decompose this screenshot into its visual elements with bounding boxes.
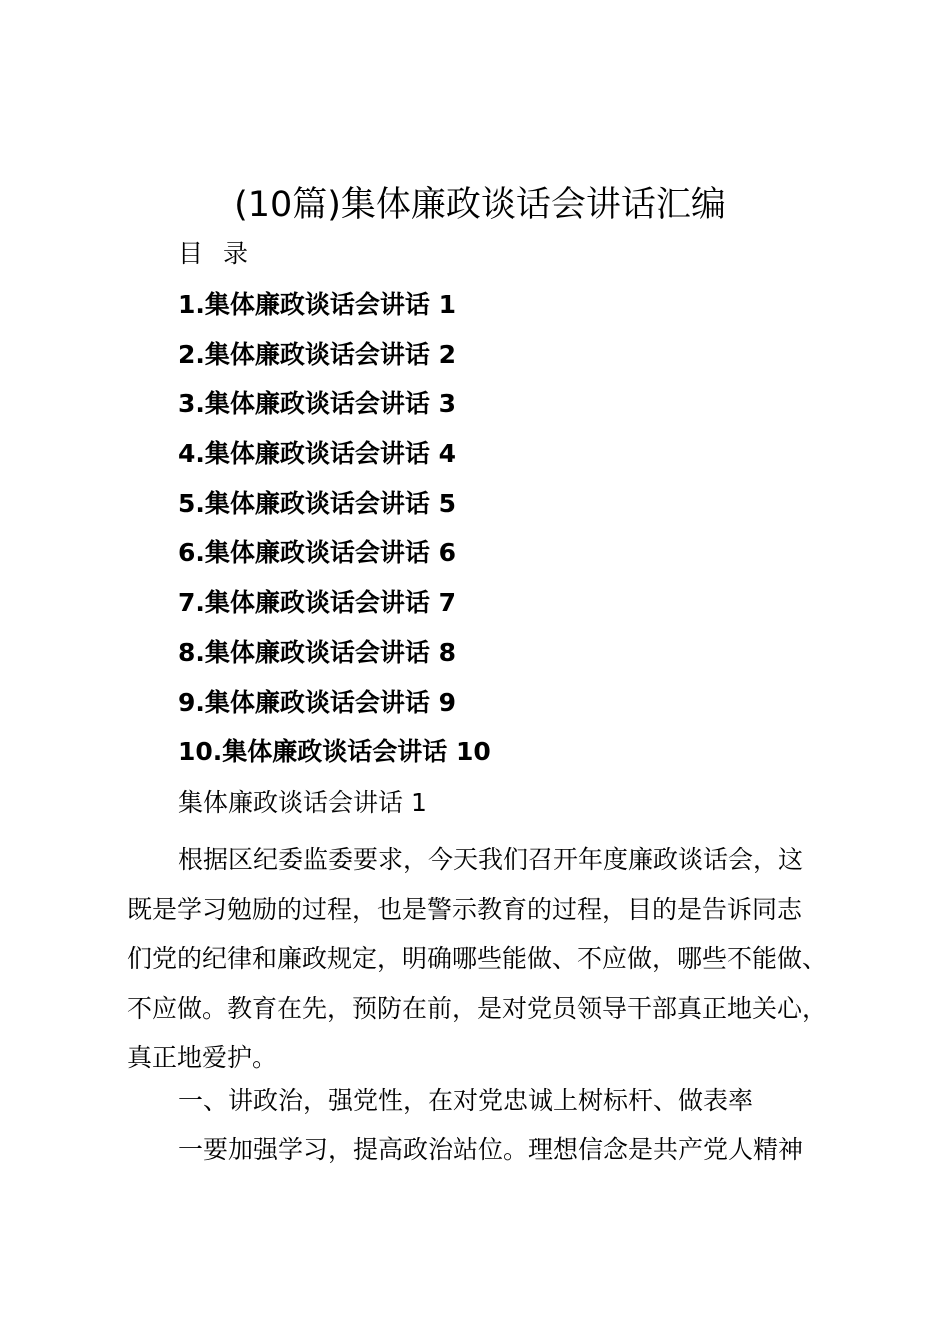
toc-item-5[interactable]: 5.集体廉政谈话会讲话 5 bbox=[178, 488, 456, 518]
paragraph-line: 们党的纪律和廉政规定，明确哪些能做、不应做，哪些不能做、 bbox=[127, 944, 828, 973]
paragraph-line: 真正地爱护。 bbox=[127, 1043, 278, 1072]
point-heading: 一、讲政治，强党性，在对党忠诚上树标杆、做表率 bbox=[178, 1086, 754, 1115]
toc-item-7[interactable]: 7.集体廉政谈话会讲话 7 bbox=[178, 588, 456, 618]
paragraph-line: 不应做。教育在先，预防在前，是对党员领导干部真正地关心， bbox=[127, 993, 828, 1023]
toc-item-10[interactable]: 10.集体廉政谈话会讲话 10 bbox=[178, 737, 491, 767]
point-text: 一要加强学习，提高政治站位。理想信念是共产党人精神 bbox=[178, 1135, 804, 1164]
table-of-contents bbox=[178, 288, 491, 785]
toc-item-4[interactable]: 4.集体廉政谈话会讲话 4 bbox=[178, 439, 456, 469]
toc-item-1[interactable]: 1.集体廉政谈话会讲话 1 bbox=[178, 290, 456, 319]
toc-item-8[interactable]: 8.集体廉政谈话会讲话 8 bbox=[178, 637, 456, 667]
section-heading: 集体廉政谈话会讲话 1 bbox=[178, 788, 427, 817]
body-paragraph bbox=[127, 835, 867, 1083]
toc-item-9[interactable]: 9.集体廉政谈话会讲话 9 bbox=[178, 687, 456, 717]
toc-heading: 目 录 bbox=[178, 239, 254, 268]
toc-item-6[interactable]: 6.集体廉政谈话会讲话 6 bbox=[178, 538, 456, 568]
toc-item-2[interactable]: 2.集体廉政谈话会讲话 2 bbox=[178, 339, 456, 369]
paragraph-line: 根据区纪委监委要求，今天我们召开年度廉政谈话会，这 bbox=[178, 845, 804, 874]
document-title: (10篇)集体廉政谈话会讲话汇编 bbox=[234, 185, 726, 225]
toc-item-3[interactable]: 3.集体廉政谈话会讲话 3 bbox=[178, 389, 456, 419]
paragraph-line: 既是学习勉励的过程，也是警示教育的过程，目的是告诉同志 bbox=[127, 894, 803, 924]
